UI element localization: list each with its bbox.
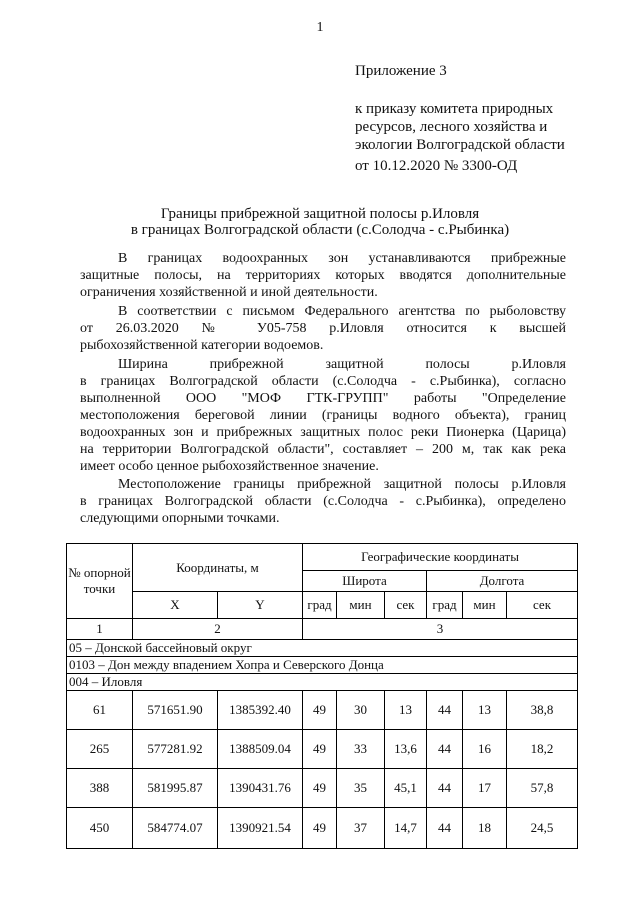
table-row-cell: 18	[463, 808, 507, 849]
table-row-cell: 61	[67, 691, 133, 730]
appendix-title: Приложение 3	[355, 63, 447, 79]
table-row-cell: 30	[337, 691, 385, 730]
table-row-cell: 1388509.04	[218, 730, 303, 769]
table-row-cell: 35	[337, 769, 385, 808]
table-row-cell: 265	[67, 730, 133, 769]
table-row-cell: 571651.90	[133, 691, 218, 730]
appendix-date: от 10.12.2020 № 3300-ОД	[355, 158, 518, 174]
table-row-cell: 13,6	[385, 730, 427, 769]
table-row-cell: 388	[67, 769, 133, 808]
header-lat-deg: град	[303, 592, 337, 619]
group-basin: 05 – Донской бассейновый округ	[67, 640, 578, 657]
p3-line-4: местоположения береговой линии (границы водного объекта), границ	[80, 408, 566, 423]
header-longitude: Долгота	[427, 571, 578, 592]
table-row-cell: 49	[303, 691, 337, 730]
group-river: 004 – Иловля	[67, 674, 578, 691]
p2-line-3: рыбохозяйственной категории водоемов.	[80, 338, 324, 353]
header-lon-sec: сек	[507, 592, 578, 619]
table-row-cell: 14,7	[385, 808, 427, 849]
header-lon-min: мин	[463, 592, 507, 619]
title-line-1: Границы прибрежной защитной полосы р.Иловля	[160, 206, 480, 222]
header-y: Y	[218, 592, 303, 619]
index-col-1: 1	[67, 619, 133, 640]
table-row-cell: 49	[303, 769, 337, 808]
table-row-cell: 577281.92	[133, 730, 218, 769]
index-col-3: 3	[303, 619, 578, 640]
table-row-cell: 45,1	[385, 769, 427, 808]
p1-line-1: В границах водоохранных зон устанавливаются прибрежные	[118, 251, 566, 266]
p3-line-5: водоохранных зон и прибрежных защитных полос реки Пионерка (Царица)	[80, 425, 566, 440]
index-col-2: 2	[133, 619, 303, 640]
p2-line-2: от 26.03.2020 № У05-758 р.Иловля относится к высшей	[80, 321, 566, 336]
p4-line-2: в границах Волгоградской области (с.Солодча - с.Рыбинка), определено	[80, 494, 566, 509]
p3-line-1: Ширина прибрежной защитной полосы р.Иловля	[118, 357, 566, 372]
table-row-cell: 584774.07	[133, 808, 218, 849]
header-geographic: Географические координаты	[303, 544, 578, 571]
p3-line-6: на территории Волгоградской области", составляет – 200 м, так как река	[80, 442, 566, 457]
table-row-cell: 57,8	[507, 769, 578, 808]
table-row-cell: 44	[427, 691, 463, 730]
header-lat-min: мин	[337, 592, 385, 619]
table-row-cell: 37	[337, 808, 385, 849]
paragraph-3	[80, 356, 566, 475]
table-row-cell: 13	[463, 691, 507, 730]
p4-line-1: Местоположение границы прибрежной защитной полосы р.Иловля	[118, 477, 566, 492]
table-row-cell: 18,2	[507, 730, 578, 769]
p3-line-7: имеет особо ценное рыбохозяйственное значение.	[80, 459, 379, 474]
table-row-cell: 450	[67, 808, 133, 849]
table-row-cell: 49	[303, 808, 337, 849]
header-x: X	[133, 592, 218, 619]
p2-line-1: В соответствии с письмом Федерального агентства по рыболовству	[118, 304, 566, 319]
p3-line-2: в границах Волгоградской области (с.Солодча - с.Рыбинка), согласно	[80, 374, 566, 389]
group-section: 0103 – Дон между впадением Хопра и Северского Донца	[67, 657, 578, 674]
paragraph-2	[80, 303, 566, 354]
appendix-line-2: ресурсов, лесного хозяйства и	[355, 119, 548, 135]
table-row-cell: 17	[463, 769, 507, 808]
p1-line-3: ограничения хозяйственной и иной деятельности.	[80, 285, 378, 300]
p1-line-2: защитные полосы, на территориях которых вводятся дополнительные	[80, 268, 566, 283]
p3-line-3: выполненной ООО "МОФ ГТК-ГРУПП" работы "Определение	[80, 391, 566, 406]
paragraph-4	[80, 476, 566, 527]
table-row-cell: 38,8	[507, 691, 578, 730]
header-coordinates: Координаты, м	[133, 544, 303, 592]
table-row-cell: 33	[337, 730, 385, 769]
table-row-cell: 1385392.40	[218, 691, 303, 730]
appendix-line-3: экологии Волгоградской области	[355, 137, 565, 153]
table-row-cell: 1390431.76	[218, 769, 303, 808]
page-number: 1	[316, 20, 324, 35]
header-lon-deg: град	[427, 592, 463, 619]
table-row-cell: 13	[385, 691, 427, 730]
table-row-cell: 44	[427, 769, 463, 808]
header-point-number: № опорной точки	[67, 544, 133, 619]
paragraph-1	[80, 250, 566, 301]
appendix-line-1: к приказу комитета природных	[355, 101, 554, 117]
table-row-cell: 24,5	[507, 808, 578, 849]
table-row-cell: 581995.87	[133, 769, 218, 808]
title-line-2: в границах Волгоградской области (с.Солодча - с.Рыбинка)	[130, 222, 510, 238]
table-row-cell: 49	[303, 730, 337, 769]
document-title	[60, 206, 580, 238]
table-row-cell: 44	[427, 808, 463, 849]
p4-line-3: следующими опорными точками.	[80, 511, 280, 526]
table-row-cell: 1390921.54	[218, 808, 303, 849]
header-lat-sec: сек	[385, 592, 427, 619]
coordinates-table	[66, 543, 578, 849]
table-row-cell: 16	[463, 730, 507, 769]
header-latitude: Широта	[303, 571, 427, 592]
table-row-cell: 44	[427, 730, 463, 769]
